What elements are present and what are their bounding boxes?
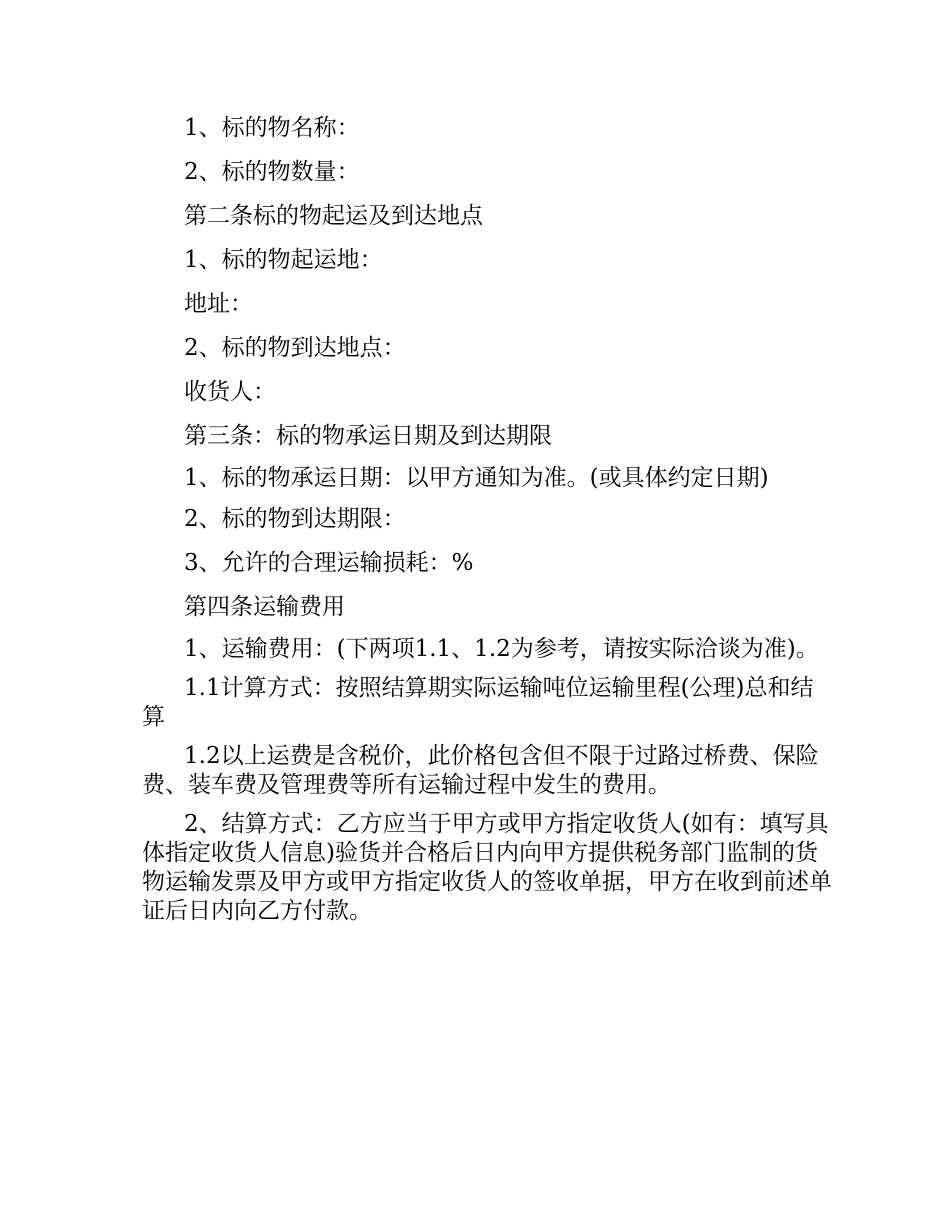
paragraph-settlement-method: 2、结算方式：乙方应当于甲方或甲方指定收货人(如有：填写具体指定收货人信息)验货并合格后日内向甲方提供税务部门监制的货物运输发票及甲方或甲方指定收货人的签收单据，甲方在收到前述单证后日内向乙方付款。 bbox=[142, 811, 832, 924]
paragraph-consignee: 收货人： bbox=[184, 379, 276, 405]
paragraph-item-name: 1、标的物名称： bbox=[184, 115, 360, 141]
paragraph-address: 地址： bbox=[184, 291, 253, 317]
paragraph-fee-inclusion: 1.2以上运费是含税价，此价格包含但不限于过路过桥费、保险费、装车费及管理费等所有运输过程中发生的费用。 bbox=[142, 743, 819, 798]
paragraph-item-quantity: 2、标的物数量： bbox=[184, 159, 360, 185]
document-body bbox=[142, 112, 832, 936]
paragraph-origin: 1、标的物起运地： bbox=[184, 247, 383, 273]
paragraph-transport-fee: 1、运输费用：(下两项1.1、1.2为参考，请按实际洽谈为准)。 bbox=[184, 636, 819, 662]
paragraph-calculation-method: 1.1计算方式：按照结算期实际运输吨位运输里程(公理)总和结算 bbox=[142, 675, 814, 730]
paragraph-arrival-deadline: 2、标的物到达期限： bbox=[184, 506, 406, 532]
paragraph-shipping-date: 1、标的物承运日期：以甲方通知为准。(或具体约定日期) bbox=[184, 465, 769, 491]
paragraph-destination: 2、标的物到达地点： bbox=[184, 335, 406, 361]
section-heading-2: 第二条标的物起运及到达地点 bbox=[184, 203, 483, 229]
paragraph-allowed-loss: 3、允许的合理运输损耗：% bbox=[184, 550, 474, 576]
section-heading-3: 第三条：标的物承运日期及到达期限 bbox=[184, 423, 552, 449]
section-heading-4: 第四条运输费用 bbox=[184, 594, 345, 620]
